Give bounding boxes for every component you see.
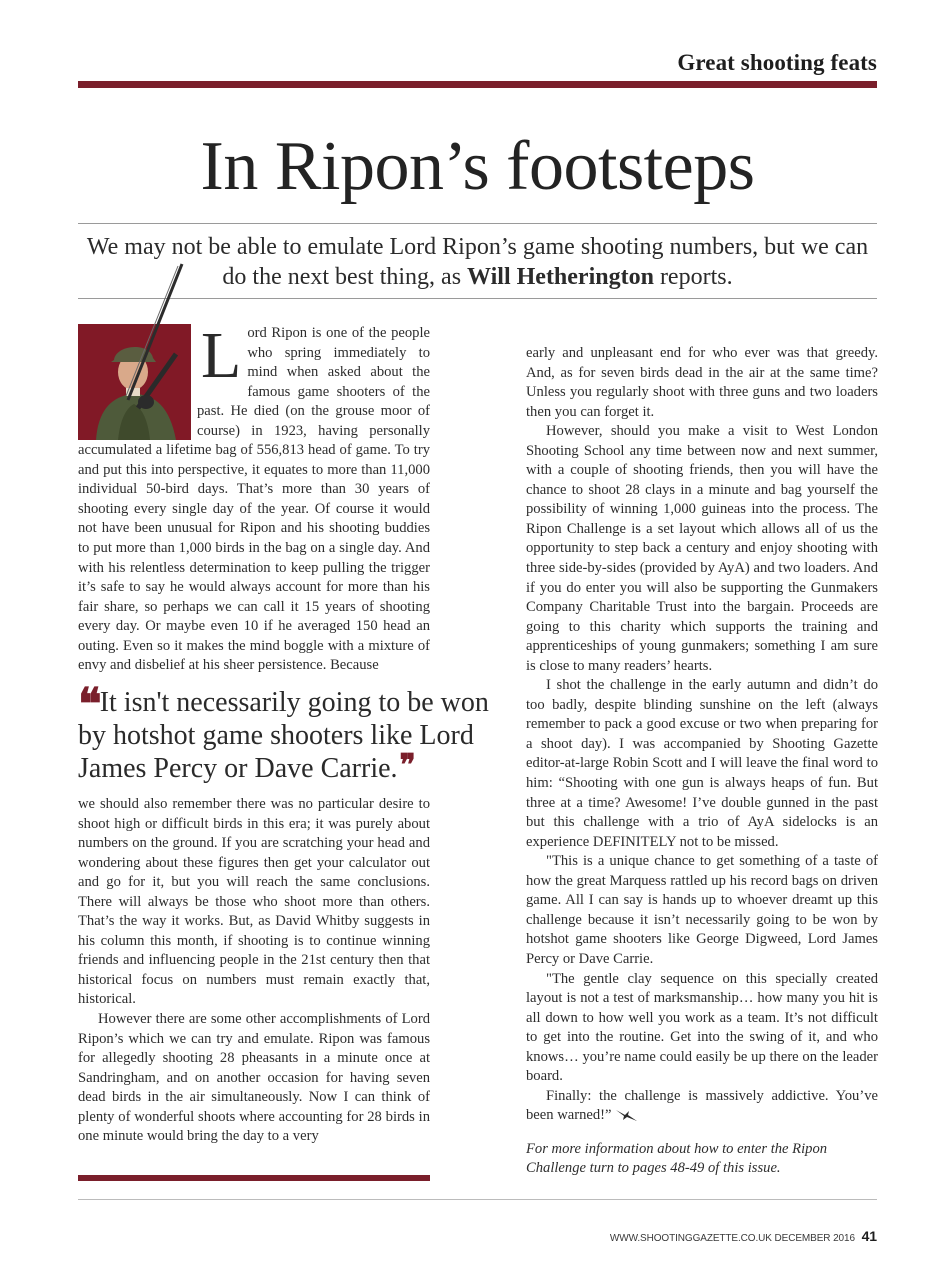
divider bbox=[78, 298, 877, 299]
paragraph: However there are some other accomplishments of Lord Ripon’s which we can try and emulate. Ripon was famous for allegedly shooting 28 pheasants in a minute once at Sandringham, and on another occasion for having seven dead birds in the air simultaneously. Now I can think of plenty of wonderful shoots where accounting for 28 birds in one minute would bring the day to a very bbox=[78, 1011, 430, 1145]
section-label: Great shooting feats bbox=[677, 50, 877, 75]
shooter-photo bbox=[78, 324, 191, 440]
column-left-top bbox=[78, 319, 430, 676]
divider bbox=[78, 223, 877, 224]
paragraph: we should also remember there was no particular desire to shoot high or difficult birds in this era; it was purely about numbers on the ground. If you are scratching your head and wondering about these figures then get your calculator out and go for it, but you will reach the same conclusions. There will always be those who shoot more than others. That’s the way it works. But, as David Whitby suggests in his column this month, if shooting is to continue winning friends and influencing people in the 21st century then that historical focus on numbers must remain exactly that, historical. bbox=[78, 796, 430, 1008]
paragraph: I shot the challenge in the early autumn and didn’t do too badly, despite blinding sunshine on the left (always remember to pack a good excuse or two when preparing for a shoot day). I was accompanied by Shooting Gazette editor-at-large Robin Scott and I will leave the final word to him: “Shooting with one gun is always heaps of fun. But three at a time? Awesome! I’ve double gunned in the past but this challenge with a trio of AyA sidelocks is an experience DEFINITELY not to be missed. bbox=[526, 677, 878, 850]
author-name: Will Hetherington bbox=[467, 264, 654, 290]
footer-issue: DECEMBER 2016 bbox=[774, 1233, 855, 1244]
flying-bird-icon bbox=[615, 1107, 639, 1123]
column-right bbox=[526, 344, 878, 1179]
footer-rule bbox=[78, 1199, 877, 1200]
close-quote-icon: ❞ bbox=[399, 749, 413, 782]
standfirst bbox=[78, 232, 877, 292]
drop-cap: L bbox=[201, 319, 242, 392]
article-title: In Ripon’s footsteps bbox=[200, 128, 755, 205]
pull-quote-text: It isn't necessarily going to be won by hotshot game shooters like Lord James Percy or Dave Carrie. bbox=[78, 687, 489, 784]
paragraph: early and unpleasant end for who ever was that greedy. And, as for seven birds dead in the air at the same time? Unless you regularly shoot with three guns and two loaders then you can forget it. bbox=[526, 345, 878, 420]
top-rule bbox=[78, 81, 877, 88]
column-left-bottom bbox=[78, 795, 430, 1147]
open-quote-icon: ❝ bbox=[78, 680, 98, 729]
paragraph: However, should you make a visit to West London Shooting School any time between now and next summer, with a couple of shooting friends, then you will have the chance to shoot 28 clays in a minute and bag yourself the possibility of winning 1,000 guineas into the process. The Ripon Challenge is a set layout which allows all of us the opportunity to step back a century and enjoy shooting with three side-by-sides (provided by AyA) and two loaders. And if you do enter you will also be supporting the Gunmakers Company Charitable Trust into the bargain. Proceeds are going to this charity which supports the training and apprenticeships of young gunmakers; something I am sure is close to many readers’ hearts. bbox=[526, 423, 878, 674]
standfirst-end: reports. bbox=[653, 264, 733, 290]
page-number: 41 bbox=[861, 1228, 877, 1244]
footer-site[interactable]: WWW.SHOOTINGGAZETTE.CO.UK bbox=[609, 1233, 772, 1244]
shooter-portrait bbox=[78, 324, 191, 440]
column-end-bar bbox=[78, 1175, 430, 1181]
paragraph-final bbox=[526, 1087, 878, 1126]
more-info-note: For more information about how to enter the Ripon Challenge turn to pages 48-49 of this issue. bbox=[526, 1140, 828, 1177]
page-footer bbox=[610, 1228, 877, 1244]
paragraph: ord Ripon is one of the people who spring immediately to mind when asked about the famous game shooters of the past. He died (on the grouse moor of course) in 1923, having personally accumulated a lifetime bag of 556,813 head of game. To try and put this into perspective, it equates to more than 11,000 individual 50-bird days. That’s more than 30 years of shooting every single day of the year. Of course it would not have been unusual for Ripon and his shooting buddies to put more than 1,000 birds in the bag on a single day. And with his relentless determination to keep pulling the trigger it’s safe to say he would always account for more than his fair share, so perhaps we can call it 15 years of shooting every day. Or maybe even 10 if he averaged 150 head an outing. Even so it makes the mind boggle with a mixture of envy and disbelief at his sheer persistence. Because bbox=[78, 325, 430, 674]
pull-quote bbox=[78, 680, 518, 785]
paragraph: "The gentle clay sequence on this specially created layout is not a test of marksmanship… how many you hit is all down to how well you work as a team. It’s not difficult to get into the routine. Get into the swing of it, and who knows… you’re name could easily be up there on the leader board. bbox=[526, 970, 878, 1085]
standfirst-text: We may not be able to emulate Lord Ripon’s game shooting numbers, but we can do the next best thing, as bbox=[86, 234, 869, 290]
final-text: Finally: the challenge is massively addictive. You’ve been warned!” bbox=[526, 1087, 878, 1124]
paragraph: "This is a unique chance to get something of a taste of how the great Marquess rattled up his record bags on driven game. All I can say is hands up to whoever dreamt up this challenge because it isn’t necessarily going to be won by hotshot game shooters like George Digweed, Lord James Percy or Dave Carrie. bbox=[526, 853, 878, 967]
